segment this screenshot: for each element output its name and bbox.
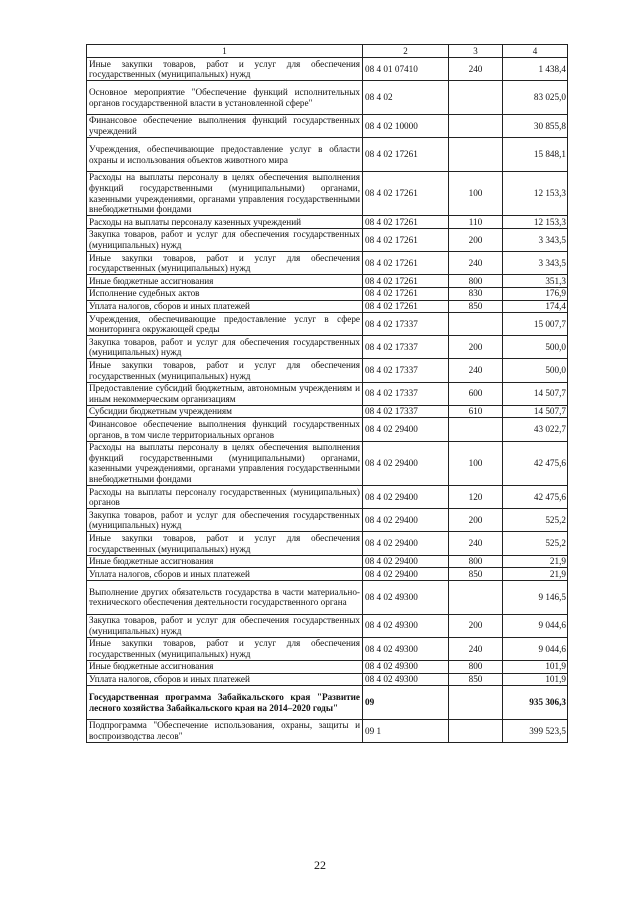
table-header-row (87, 45, 568, 58)
table-row (87, 81, 568, 115)
row-sum-cell: 500,0 (503, 359, 568, 382)
row-name-cell: Закупка товаров, работ и услуг для обеспечения государственных (муниципальных) нужд (87, 336, 363, 359)
table-row (87, 300, 568, 313)
row-code-cell: 08 4 02 17337 (363, 313, 449, 336)
table-row (87, 568, 568, 581)
table-row (87, 58, 568, 81)
header-col-4: 4 (503, 45, 568, 58)
row-code-cell: 08 4 02 17337 (363, 382, 449, 405)
table-row (87, 382, 568, 405)
row-name-cell: Иные бюджетные ассигнования (87, 275, 363, 288)
document-page (86, 44, 567, 743)
row-code-cell: 08 4 02 49300 (363, 637, 449, 660)
table-row (87, 216, 568, 229)
row-code-cell: 08 4 02 10000 (363, 114, 449, 137)
row-sum-cell: 935 306,3 (503, 686, 568, 720)
row-kvr-cell: 600 (449, 382, 503, 405)
row-name-cell: Иные закупки товаров, работ и услуг для обеспечения государственных (муниципальных) нужд (87, 637, 363, 660)
table-row (87, 686, 568, 720)
row-name-cell: Уплата налогов, сборов и иных платежей (87, 568, 363, 581)
row-kvr-cell (449, 719, 503, 742)
row-kvr-cell (449, 114, 503, 137)
row-code-cell: 08 4 02 17261 (363, 287, 449, 300)
row-sum-cell: 399 523,5 (503, 719, 568, 742)
row-sum-cell: 3 343,5 (503, 228, 568, 251)
row-kvr-cell (449, 418, 503, 441)
row-name-cell: Иные бюджетные ассигнования (87, 555, 363, 568)
row-name-cell: Иные закупки товаров, работ и услуг для обеспечения государственных (муниципальных) нужд (87, 252, 363, 275)
row-kvr-cell: 850 (449, 673, 503, 686)
row-name-cell: Государственная программа Забайкальского края "Развитие лесного хозяйства Забайкальского края на 2014–2020 годы" (87, 686, 363, 720)
page-number: 22 (314, 858, 326, 872)
table-body (87, 58, 568, 743)
table-row (87, 313, 568, 336)
row-kvr-cell (449, 81, 503, 115)
row-sum-cell: 101,9 (503, 660, 568, 673)
row-kvr-cell: 800 (449, 555, 503, 568)
header-col-2: 2 (363, 45, 449, 58)
row-name-cell: Финансовое обеспечение выполнения функций государственных органов, в том числе территориальных органов (87, 418, 363, 441)
row-kvr-cell: 800 (449, 660, 503, 673)
row-code-cell: 08 4 02 49300 (363, 673, 449, 686)
table-row (87, 555, 568, 568)
row-code-cell: 08 4 02 17337 (363, 405, 449, 418)
budget-table (86, 44, 568, 743)
row-sum-cell: 21,9 (503, 555, 568, 568)
row-code-cell: 08 4 02 49300 (363, 614, 449, 637)
row-sum-cell: 9 044,6 (503, 614, 568, 637)
row-kvr-cell: 200 (449, 228, 503, 251)
row-kvr-cell: 610 (449, 405, 503, 418)
row-name-cell: Закупка товаров, работ и услуг для обеспечения государственных (муниципальных) нужд (87, 228, 363, 251)
row-sum-cell: 43 022,7 (503, 418, 568, 441)
row-sum-cell: 174,4 (503, 300, 568, 313)
header-col-1: 1 (87, 45, 363, 58)
table-row (87, 275, 568, 288)
row-sum-cell: 176,9 (503, 287, 568, 300)
row-name-cell: Расходы на выплаты персоналу в целях обеспечения выполнения функций государственными (муниципальными) органами, казенными учреждениями, органами управления государственными внебюджетными фондами (87, 171, 363, 215)
row-code-cell: 08 4 02 29400 (363, 532, 449, 555)
row-code-cell: 08 4 02 17337 (363, 359, 449, 382)
row-kvr-cell: 120 (449, 486, 503, 509)
row-sum-cell: 15 007,7 (503, 313, 568, 336)
row-code-cell: 08 4 02 17261 (363, 228, 449, 251)
table-row (87, 719, 568, 742)
row-kvr-cell: 240 (449, 532, 503, 555)
row-sum-cell: 1 438,4 (503, 58, 568, 81)
row-code-cell: 08 4 02 29400 (363, 441, 449, 485)
row-kvr-cell: 830 (449, 287, 503, 300)
table-row (87, 359, 568, 382)
row-sum-cell: 525,2 (503, 509, 568, 532)
row-name-cell: Закупка товаров, работ и услуг для обеспечения государственных (муниципальных) нужд (87, 509, 363, 532)
row-code-cell: 09 (363, 686, 449, 720)
row-code-cell: 08 4 02 (363, 81, 449, 115)
row-code-cell: 08 4 02 17337 (363, 336, 449, 359)
row-kvr-cell: 100 (449, 441, 503, 485)
table-row (87, 660, 568, 673)
row-name-cell: Закупка товаров, работ и услуг для обеспечения государственных (муниципальных) нужд (87, 614, 363, 637)
row-kvr-cell: 240 (449, 252, 503, 275)
row-code-cell: 08 4 02 49300 (363, 580, 449, 614)
row-kvr-cell: 100 (449, 171, 503, 215)
row-sum-cell: 9 146,5 (503, 580, 568, 614)
row-kvr-cell: 110 (449, 216, 503, 229)
row-name-cell: Иные закупки товаров, работ и услуг для обеспечения государственных (муниципальных) нужд (87, 359, 363, 382)
row-name-cell: Расходы на выплаты персоналу казенных учреждений (87, 216, 363, 229)
table-row (87, 228, 568, 251)
row-kvr-cell: 200 (449, 614, 503, 637)
row-code-cell: 08 4 02 49300 (363, 660, 449, 673)
header-col-3: 3 (449, 45, 503, 58)
table-row (87, 336, 568, 359)
row-code-cell: 08 4 01 07410 (363, 58, 449, 81)
table-row (87, 138, 568, 172)
row-sum-cell: 9 044,6 (503, 637, 568, 660)
row-code-cell: 08 4 02 17261 (363, 216, 449, 229)
row-code-cell: 08 4 02 17261 (363, 138, 449, 172)
row-code-cell: 08 4 02 29400 (363, 568, 449, 581)
row-sum-cell: 14 507,7 (503, 405, 568, 418)
row-code-cell: 08 4 02 29400 (363, 555, 449, 568)
row-kvr-cell: 850 (449, 300, 503, 313)
row-code-cell: 09 1 (363, 719, 449, 742)
row-name-cell: Финансовое обеспечение выполнения функций государственных учреждений (87, 114, 363, 137)
row-kvr-cell: 240 (449, 637, 503, 660)
row-kvr-cell: 240 (449, 58, 503, 81)
row-code-cell: 08 4 02 29400 (363, 486, 449, 509)
table-row (87, 171, 568, 215)
row-kvr-cell: 200 (449, 336, 503, 359)
row-code-cell: 08 4 02 17261 (363, 275, 449, 288)
row-name-cell: Исполнение судебных актов (87, 287, 363, 300)
row-sum-cell: 351,3 (503, 275, 568, 288)
row-code-cell: 08 4 02 17261 (363, 300, 449, 313)
row-code-cell: 08 4 02 17261 (363, 171, 449, 215)
table-row (87, 486, 568, 509)
row-sum-cell: 42 475,6 (503, 441, 568, 485)
row-kvr-cell: 850 (449, 568, 503, 581)
row-name-cell: Выполнение других обязательств государства в части материально-технического обеспечения деятельности государственного органа (87, 580, 363, 614)
table-row (87, 114, 568, 137)
table-row (87, 252, 568, 275)
row-name-cell: Основное мероприятие "Обеспечение функций исполнительных органов государственной власти в установленной сфере" (87, 81, 363, 115)
table-row (87, 532, 568, 555)
row-name-cell: Уплата налогов, сборов и иных платежей (87, 300, 363, 313)
row-sum-cell: 12 153,3 (503, 171, 568, 215)
row-code-cell: 08 4 02 17261 (363, 252, 449, 275)
row-sum-cell: 525,2 (503, 532, 568, 555)
table-row (87, 673, 568, 686)
row-name-cell: Предоставление субсидий бюджетным, автономным учреждениям и иным некоммерческим организациям (87, 382, 363, 405)
row-name-cell: Подпрограмма "Обеспечение использования, охраны, защиты и воспроизводства лесов" (87, 719, 363, 742)
table-row (87, 614, 568, 637)
row-name-cell: Иные закупки товаров, работ и услуг для обеспечения государственных (муниципальных) нужд (87, 532, 363, 555)
table-row (87, 441, 568, 485)
row-sum-cell: 3 343,5 (503, 252, 568, 275)
row-sum-cell: 500,0 (503, 336, 568, 359)
row-sum-cell: 15 848,1 (503, 138, 568, 172)
row-name-cell: Учреждения, обеспечивающие предоставление услуг в области охраны и использования объектов животного мира (87, 138, 363, 172)
row-kvr-cell: 800 (449, 275, 503, 288)
table-row (87, 418, 568, 441)
table-row (87, 637, 568, 660)
row-code-cell: 08 4 02 29400 (363, 509, 449, 532)
row-name-cell: Расходы на выплаты персоналу государственных (муниципальных) органов (87, 486, 363, 509)
table-row (87, 405, 568, 418)
table-row (87, 509, 568, 532)
row-code-cell: 08 4 02 29400 (363, 418, 449, 441)
row-name-cell: Уплата налогов, сборов и иных платежей (87, 673, 363, 686)
row-sum-cell: 101,9 (503, 673, 568, 686)
row-name-cell: Субсидии бюджетным учреждениям (87, 405, 363, 418)
row-sum-cell: 42 475,6 (503, 486, 568, 509)
row-sum-cell: 21,9 (503, 568, 568, 581)
row-sum-cell: 30 855,8 (503, 114, 568, 137)
row-name-cell: Иные закупки товаров, работ и услуг для обеспечения государственных (муниципальных) нужд (87, 58, 363, 81)
row-kvr-cell (449, 686, 503, 720)
row-name-cell: Расходы на выплаты персоналу в целях обеспечения выполнения функций государственными (муниципальными) органами, казенными учреждениями, органами управления государственными внебюджетными фондами (87, 441, 363, 485)
row-kvr-cell (449, 580, 503, 614)
row-sum-cell: 14 507,7 (503, 382, 568, 405)
row-sum-cell: 12 153,3 (503, 216, 568, 229)
table-row (87, 287, 568, 300)
row-kvr-cell (449, 313, 503, 336)
row-name-cell: Иные бюджетные ассигнования (87, 660, 363, 673)
row-sum-cell: 83 025,0 (503, 81, 568, 115)
row-kvr-cell: 240 (449, 359, 503, 382)
row-kvr-cell: 200 (449, 509, 503, 532)
row-kvr-cell (449, 138, 503, 172)
table-row (87, 580, 568, 614)
row-name-cell: Учреждения, обеспечивающие предоставление услуг в сфере мониторинга окружающей среды (87, 313, 363, 336)
